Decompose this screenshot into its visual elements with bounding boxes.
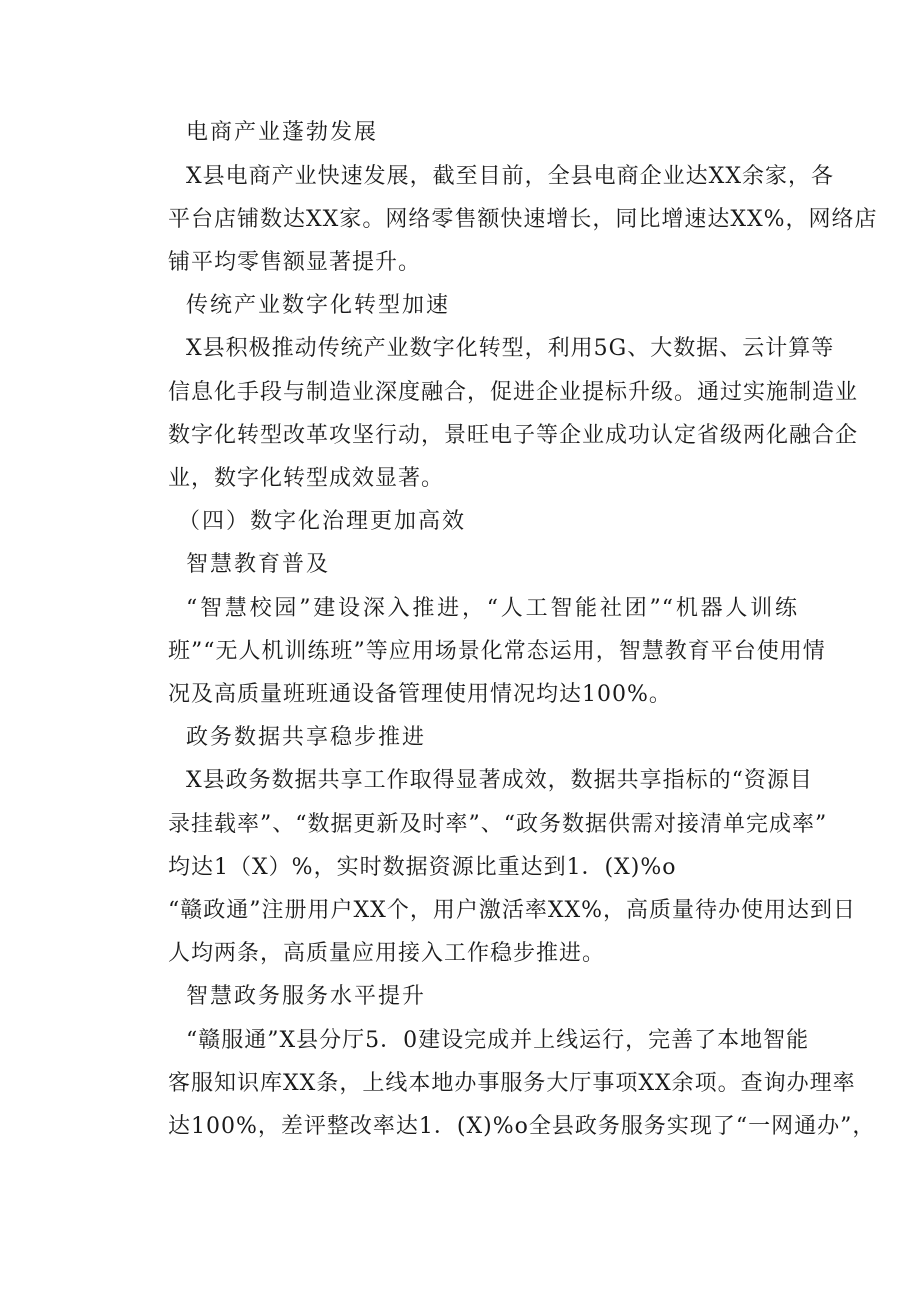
paragraph-line: X县电商产业快速发展，截至目前，全县电商企业达XX余家，各 [186, 164, 834, 189]
paragraph-line: 人均两条，高质量应用接入工作稳步推进。 [168, 941, 606, 966]
paragraph-line: “赣服通”X县分厅5．0建设完成并上线运行，完善了本地智能 [186, 1028, 810, 1053]
paragraph-line: 数字化转型改革攻坚行动，景旺电子等企业成功认定省级两化融合企 [168, 423, 859, 448]
paragraph-line: “赣政通”注册用户XX个，用户激活率XX%，高质量待办使用达到日 [168, 898, 857, 923]
paragraph-line: 况及高质量班班通设备管理使用情况均达100%。 [168, 682, 672, 707]
heading-smart-education: 智慧教育普及 [186, 552, 331, 577]
section-heading-governance: （四）数字化治理更加高效 [178, 509, 467, 534]
heading-smart-government: 智慧政务服务水平提升 [186, 984, 427, 1009]
paragraph-line: 信息化手段与制造业深度融合，促进企业提标升级。通过实施制造业 [168, 380, 859, 405]
paragraph-line: 均达1（X）%，实时数据资源比重达到1．(X)%o [168, 855, 677, 880]
heading-ecommerce: 电商产业蓬勃发展 [186, 120, 379, 145]
paragraph-line: X县积极推动传统产业数字化转型，利用5G、大数据、云计算等 [186, 336, 835, 361]
paragraph-line: 铺平均零售额显著提升。 [168, 250, 422, 275]
paragraph-line: “智慧校园”建设深入推进，“人工智能社团”“机器人训练 [186, 596, 798, 621]
paragraph-line: X县政务数据共享工作取得显著成效，数据共享指标的“资源目 [186, 768, 813, 793]
paragraph-line: 班”“无人机训练班”等应用场景化常态运用，智慧教育平台使用情 [168, 639, 826, 664]
paragraph-line: 客服知识库XX条，上线本地办事服务大厅事项XX余项。查询办理率 [168, 1071, 856, 1096]
heading-data-sharing: 政务数据共享稳步推进 [186, 725, 427, 750]
paragraph-line: 平台店铺数达XX家。网络零售额快速增长，同比增速达XX%，网络店 [168, 207, 878, 232]
paragraph-line: 达100%，差评整改率达1．(X)%o全县政务服务实现了“一网通办”， [168, 1114, 876, 1139]
paragraph-line: 业，数字化转型成效显著。 [168, 466, 445, 491]
paragraph-line: 录挂载率”、“数据更新及时率”、“政务数据供需对接清单完成率” [168, 812, 828, 837]
heading-traditional-industry: 传统产业数字化转型加速 [186, 293, 451, 318]
